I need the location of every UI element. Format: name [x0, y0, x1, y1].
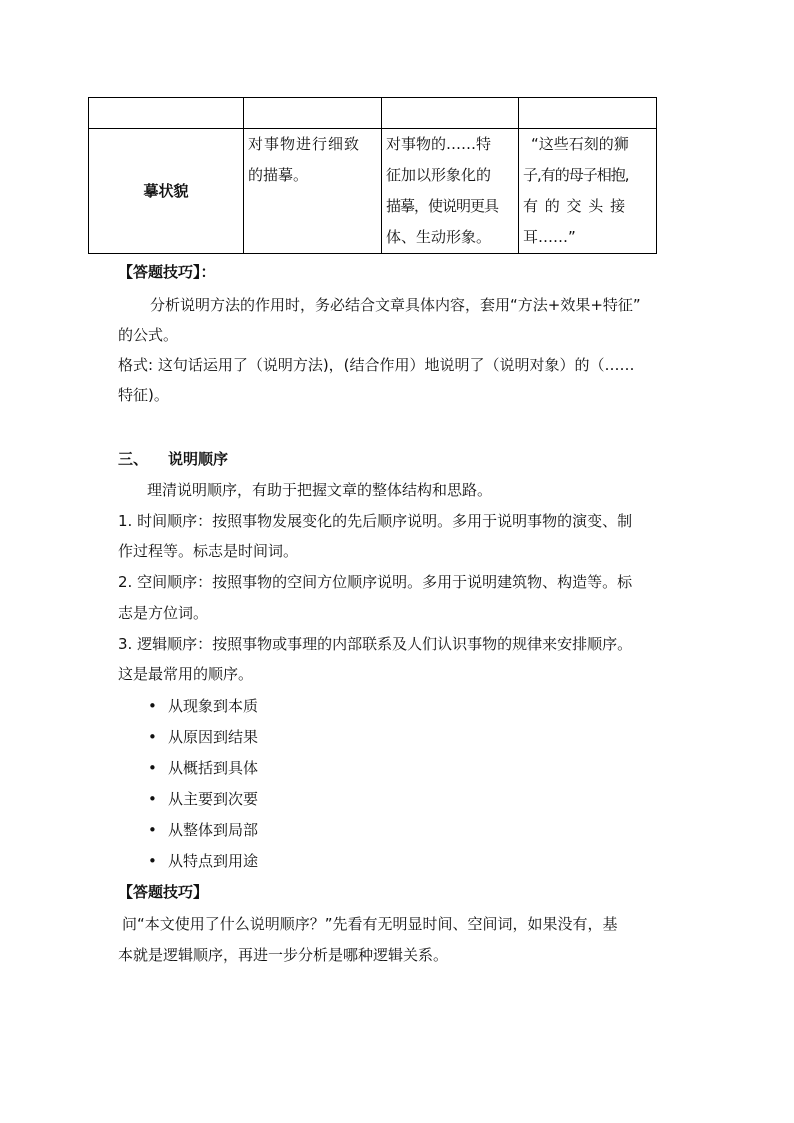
list-item [148, 820, 258, 840]
list-item-label: 从特点到用途 [168, 852, 259, 870]
list-item-label: 从原因到结果 [168, 728, 259, 746]
table-cell [519, 98, 657, 129]
order-item-line: 3. 逻辑顺序：按照事物或事理的内部联系及人们认识事物的规律来安排顺序。 [118, 635, 633, 653]
answer-tip-heading: 【答题技巧】 [118, 883, 209, 901]
list-item [148, 696, 258, 716]
list-item-label: 从主要到次要 [168, 790, 259, 808]
list-item [148, 851, 258, 871]
table-row [89, 98, 657, 129]
list-item-label: 从现象到本质 [168, 697, 259, 715]
section-intro: 理清说明顺序，有助于把握文章的整体结构和思路。 [147, 481, 493, 499]
table-cell [244, 98, 382, 129]
order-item-line: 1. 时间顺序：按照事物发展变化的先后顺序说明。多用于说明事物的演变、制 [118, 512, 633, 530]
cell-line: 的描摹。 [248, 166, 309, 184]
paragraph-line: 分析说明方法的作用时，务必结合文章具体内容，套用“方法+效果+特征” [150, 296, 641, 314]
section-title: 说明顺序 [168, 450, 229, 468]
method-name-cell: 摹状貌 [89, 129, 244, 254]
cell-line: “这些石刻的狮 [531, 135, 629, 153]
paragraph-line: 的公式。 [118, 326, 179, 344]
order-item-line: 作过程等。标志是时间词。 [118, 542, 299, 560]
bullet-icon: • [148, 759, 157, 777]
paragraph-line: 问“本文使用了什么说明顺序？”先看有无明显时间、空间词，如果没有，基 [122, 915, 618, 933]
order-item-line: 这是最常用的顺序。 [118, 665, 254, 683]
method-definition-cell [244, 129, 382, 254]
method-example-cell [519, 129, 657, 254]
paragraph-line: 本就是逻辑顺序，再进一步分析是哪种逻辑关系。 [118, 946, 449, 964]
section-heading [118, 449, 228, 469]
paragraph-line: 特征)。 [118, 386, 169, 404]
cell-line: 有 的 交 头 接 [523, 197, 627, 215]
bullet-icon: • [148, 852, 157, 870]
order-item-line: 志是方位词。 [118, 604, 209, 622]
method-effect-cell [382, 129, 519, 254]
bullet-icon: • [148, 790, 157, 808]
explanation-methods-table [88, 97, 657, 254]
list-item-label: 从概括到具体 [168, 759, 259, 777]
cell-line: 体、生动形象。 [386, 228, 492, 246]
bullet-icon: • [148, 821, 157, 839]
cell-line: 对事物的……特 [386, 135, 492, 153]
cell-line: 子,有的母子相抱, [523, 166, 629, 184]
order-item-line: 2. 空间顺序：按照事物的空间方位顺序说明。多用于说明建筑物、构造等。标 [118, 573, 633, 591]
cell-line: 征加以形象化的 [386, 166, 492, 184]
bullet-icon: • [148, 697, 157, 715]
bullet-icon: • [148, 728, 157, 746]
list-item-label: 从整体到局部 [168, 821, 259, 839]
cell-line: 对事物进行细致 [248, 135, 361, 153]
table-row [89, 129, 657, 254]
list-item [148, 727, 258, 747]
cell-line: 描摹，使说明更具 [386, 197, 499, 215]
table-cell [382, 98, 519, 129]
table-cell [89, 98, 244, 129]
paragraph-line: 格式: 这句话运用了（说明方法)，(结合作用）地说明了（说明对象）的（…… [118, 356, 635, 374]
cell-line: 耳……” [523, 228, 576, 246]
answer-tip-heading: 【答题技巧】： [118, 263, 216, 281]
list-item [148, 789, 258, 809]
section-number: 三、 [118, 450, 149, 468]
list-item [148, 758, 258, 778]
